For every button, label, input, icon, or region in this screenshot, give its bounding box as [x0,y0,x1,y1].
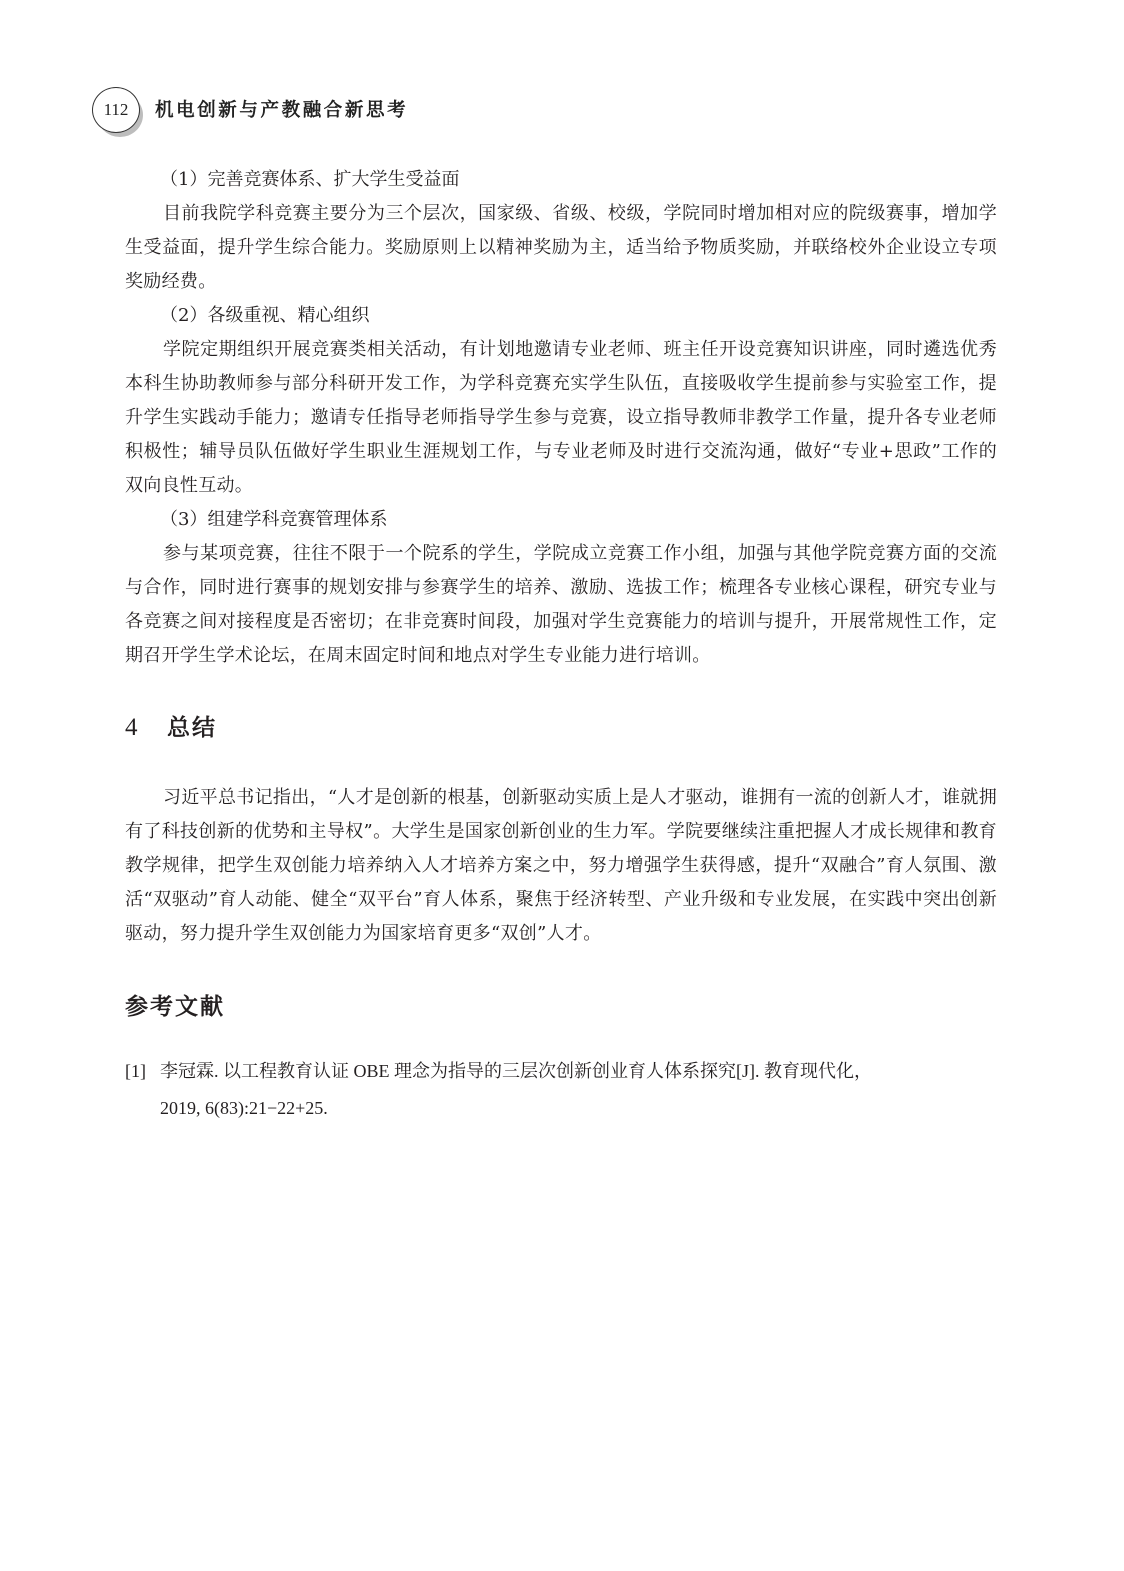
running-title: 机电创新与产教融合新思考 [155,100,409,121]
section-number: 4 [125,714,138,741]
page-content [125,163,997,1127]
subsection-body-1: 目前我院学科竞赛主要分为三个层次，国家级、省级、校级，学院同时增加相对应的院级赛事，增加学生受益面，提升学生综合能力。奖励原则上以精神奖励为主，适当给予物质奖励，并联络校外企业设立专项奖励经费。 [125,203,997,292]
subsection-body-3: 参与某项竞赛，往往不限于一个院系的学生，学院成立竞赛工作小组，加强与其他学院竞赛方面的交流与合作，同时进行赛事的规划安排与参赛学生的培养、激励、选拔工作；梳理各专业核心课程，研究专业与各竞赛之间对接程度是否密切；在非竞赛时间段，加强对学生竞赛能力的培训与提升，开展常规性工作，定期召开学生学术论坛，在周末固定时间和地点对学生专业能力进行培训。 [125,543,997,666]
summary-body: 习近平总书记指出，“人才是创新的根基，创新驱动实质上是人才驱动，谁拥有一流的创新人才，谁就拥有了科技创新的优势和主导权”。大学生是国家创新创业的生力军。学院要继续注重把握人才成长规律和教育教学规律，把学生双创能力培养纳入人才培养方案之中，努力增强学生获得感，提升“双融合”育人氛围、激活“双驱动”育人动能、健全“双平台”育人体系，聚焦于经济转型、产业升级和专业发展，在实践中突出创新驱动，努力提升学生双创能力为国家培育更多“双创”人才。 [125,787,997,944]
reference-number: [1] [125,1061,146,1081]
section-title: 总结 [167,715,217,741]
page-header [92,87,612,133]
references-heading: 参考文献 [125,994,225,1020]
section-heading-summary [125,693,997,763]
reference-item [125,1053,997,1127]
subsection-heading-2: （2）各级重视、精心组织 [160,305,370,326]
reference-text-continued: 2019, 6(83):21−22+25. [160,1098,328,1118]
subsection-heading-3: （3）组建学科竞赛管理体系 [160,509,388,530]
reference-text: 李冠霖. 以工程教育认证 OBE 理念为指导的三层次创新创业育人体系探究[J]. 教育现代化， [160,1061,872,1081]
subsection-heading-1: （1）完善竞赛体系、扩大学生受益面 [160,169,460,190]
subsection-body-2: 学院定期组织开展竞赛类相关活动，有计划地邀请专业老师、班主任开设竞赛知识讲座，同时遴选优秀本科生协助教师参与部分科研开发工作，为学科竞赛充实学生队伍，直接吸收学生提前参与实验室工作，提升学生实践动手能力；邀请专任指导老师指导学生参与竞赛，设立指导教师非教学工作量，提升各专业老师积极性；辅导员队伍做好学生职业生涯规划工作，与专业老师及时进行交流沟通，做好“专业+思政”工作的双向良性互动。 [125,339,997,496]
page-number-badge: 112 [92,87,140,133]
